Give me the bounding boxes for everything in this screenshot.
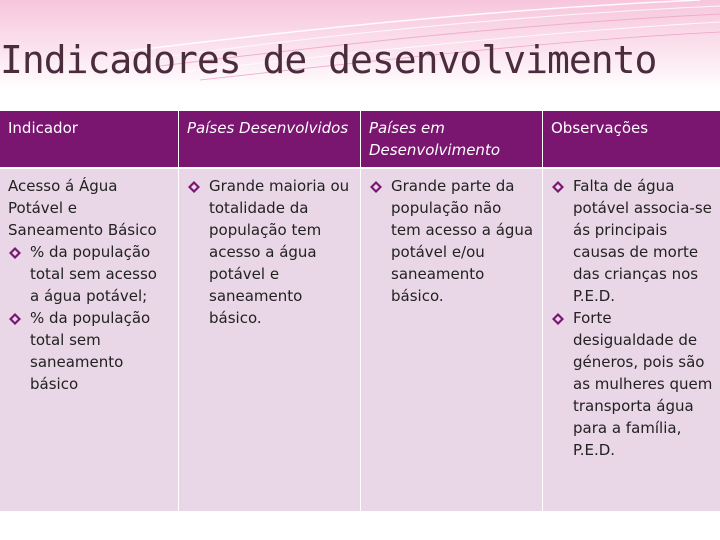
list-item (551, 307, 713, 461)
list-item (8, 241, 170, 307)
header-observations: Observações (543, 111, 720, 168)
cell-developing (361, 168, 543, 511)
developed-bullets (187, 175, 352, 329)
table-header-row (0, 111, 720, 168)
indicators-table (0, 111, 720, 511)
list-item (369, 175, 534, 307)
bullet-text: Forte desigualdade de géneros, pois são as mulheres quem transporta água para a família, P.E.D. (573, 309, 713, 459)
diamond-bullet-icon (551, 180, 565, 194)
indicator-text: Acesso á Água Potável e Saneamento Básico (8, 177, 157, 239)
diamond-bullet-icon (187, 180, 201, 194)
header-developing-countries: Países em Desenvolvimento (361, 111, 543, 168)
list-item (8, 307, 170, 395)
bullet-text: % da população total sem saneamento básico (30, 309, 151, 393)
diamond-bullet-icon (551, 312, 565, 326)
list-item (187, 175, 352, 329)
cell-indicator (0, 168, 179, 511)
bullet-text: % da população total sem acesso a água potável; (30, 243, 157, 305)
bullet-text: Falta de água potável associa-se ás principais causas de morte das crianças nos P.E.D. (573, 177, 712, 305)
bullet-text: Grande maioria ou totalidade da população tem acesso a água potável e saneamento básico. (209, 177, 350, 327)
header-indicator: Indicador (0, 111, 179, 168)
diamond-bullet-icon (8, 246, 22, 260)
header-developed-countries: Países Desenvolvidos (179, 111, 361, 168)
developing-bullets (369, 175, 534, 307)
list-item (551, 175, 713, 307)
indicator-bullets (8, 241, 170, 395)
bullet-text: Grande parte da população não tem acesso a água potável e/ou saneamento básico. (391, 177, 534, 305)
diamond-bullet-icon (8, 312, 22, 326)
observation-bullets (551, 175, 713, 461)
cell-observations (543, 168, 720, 511)
diamond-bullet-icon (369, 180, 383, 194)
page-title: Indicadores de desenvolvimento (0, 38, 657, 82)
table-row (0, 168, 720, 511)
cell-developed (179, 168, 361, 511)
